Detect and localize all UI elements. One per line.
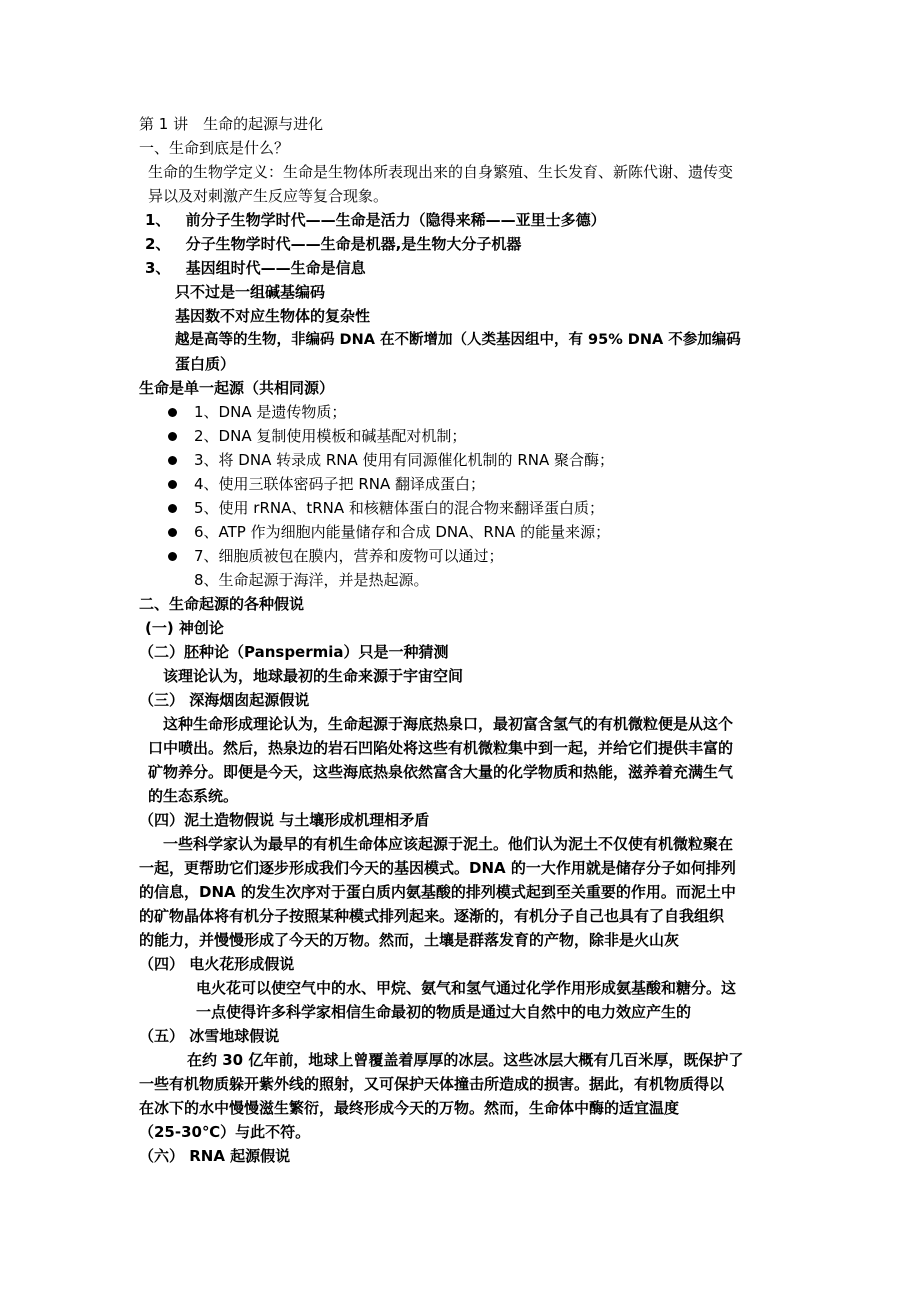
spark-line-1: 电火花可以使空气中的水、甲烷、氨气和氢气通过化学作用形成氨基酸和糖分。这 (196, 979, 737, 997)
vent-line-2: 口中喷出。然后，热泉边的岩石凹陷处将这些有机微粒集中到一起，并给它们提供丰富的 (148, 739, 734, 757)
info-point-3: 越是高等的生物，非编码 DNA 在不断增加（人类基因组中，有 95% DNA 不参加编码 (175, 332, 741, 348)
bullet-icon (168, 480, 177, 489)
list-item: 1、DNA 是遗传物质； (194, 403, 347, 421)
hypothesis-rna-heading: （六） RNA 起源假说 (139, 1147, 291, 1165)
hypothesis-snowball-heading: （五） 冰雪地球假说 (139, 1027, 280, 1045)
era-text: 前分子生物学时代——生命是活力（隐得来稀——亚里士多德） (185, 211, 606, 229)
bullet-icon (168, 408, 177, 417)
era-item-3 (145, 257, 366, 279)
era-number: 3、 (145, 259, 171, 277)
snowball-line-1: 在约 30 亿年前，地球上曾覆盖着厚厚的冰层。这些冰层大概有几百米厚，既保护了 (187, 1051, 744, 1069)
definition-line-1: 生命的生物学定义：生命是生物体所表现出来的自身繁殖、生长发育、新陈代谢、遗传变 (148, 163, 734, 181)
era-item-2 (145, 233, 521, 255)
snowball-line-4: （25-30℃）与此不符。 (139, 1123, 311, 1141)
list-item: 6、ATP 作为细胞内能量储存和合成 DNA、RNA 的能量来源； (194, 523, 611, 541)
snowball-line-3: 在冰下的水中慢慢滋生繁衍，最终形成今天的万物。然而，生命体中酶的适宜温度 (139, 1099, 680, 1117)
list-item: 5、使用 rRNA、tRNA 和核糖体蛋白的混合物来翻译蛋白质； (194, 499, 604, 517)
list-item: 4、使用三联体密码子把 RNA 翻译成蛋白； (194, 475, 485, 493)
list-item: 2、DNA 复制使用模板和碱基配对机制； (194, 427, 467, 445)
hypothesis-creation-heading: (一) 神创论 (145, 619, 224, 637)
section-heading-what-is-life: 一、生命到底是什么？ (139, 139, 290, 157)
info-point-1: 只不过是一组碱基编码 (175, 283, 326, 301)
single-origin-heading: 生命是单一起源（共相同源） (139, 379, 335, 397)
page-title: 第 1 讲 生命的起源与进化 (139, 115, 324, 133)
list-item: 3、将 DNA 转录成 RNA 使用有同源催化机制的 RNA 聚合酶； (194, 451, 614, 469)
snowball-line-2: 一些有机物质躲开紫外线的照射，又可保护天体撞击所造成的损害。据此，有机物质得以 (139, 1075, 725, 1093)
vent-line-3: 矿物养分。即便是今天，这些海底热泉依然富含大量的化学物质和热能，滋养着充满生气 (148, 763, 734, 781)
bullet-icon (168, 528, 177, 537)
bullet-icon (168, 504, 177, 513)
clay-line-2: 一起，更帮助它们逐步形成我们今天的基因模式。DNA 的一大作用就是储存分子如何排列 (139, 859, 736, 877)
section-heading-hypotheses: 二、生命起源的各种假说 (139, 595, 305, 613)
spark-line-2: 一点使得许多科学家相信生命最初的物质是通过大自然中的电力效应产生的 (196, 1003, 692, 1021)
era-text: 基因组时代——生命是信息 (185, 259, 366, 277)
hypothesis-clay-heading: （四）泥土造物假说 与土壤形成机理相矛盾 (139, 811, 430, 829)
era-number: 2、 (145, 235, 171, 253)
list-item: 7、细胞质被包在膜内，营养和废物可以通过； (194, 547, 504, 565)
info-point-2: 基因数不对应生物体的复杂性 (175, 307, 371, 325)
vent-line-1: 这种生命形成理论认为，生命起源于海底热泉口，最初富含氢气的有机微粒便是从这个 (163, 715, 734, 733)
clay-line-1: 一些科学家认为最早的有机生命体应该起源于泥土。他们认为泥土不仅使有机微粒聚在 (163, 835, 734, 853)
info-point-3-cont: 蛋白质） (175, 355, 236, 373)
vent-line-4: 的生态系统。 (148, 787, 239, 805)
clay-line-5: 的能力，并慢慢形成了今天的万物。然而，土壤是群落发育的产物，除非是火山灰 (139, 931, 680, 949)
hypothesis-panspermia-heading: （二）胚种论（Panspermia）只是一种猜测 (139, 643, 449, 661)
era-text: 分子生物学时代——生命是机器,是生物大分子机器 (185, 235, 522, 253)
bullet-icon (168, 456, 177, 465)
definition-line-2: 异以及对刺激产生反应等复合现象。 (148, 187, 389, 205)
hypothesis-vent-heading: （三） 深海烟囱起源假说 (139, 691, 310, 709)
bullet-icon (168, 432, 177, 441)
list-item-8: 8、生命起源于海洋，并是热起源。 (194, 571, 429, 589)
clay-line-4: 的矿物晶体将有机分子按照某种模式排列起来。逐渐的，有机分子自己也具有了自我组织 (139, 907, 725, 925)
era-item-1 (145, 209, 606, 231)
era-number: 1、 (145, 211, 171, 229)
panspermia-text: 该理论认为，地球最初的生命来源于宇宙空间 (163, 667, 464, 685)
bullet-icon (168, 552, 177, 561)
clay-line-3: 的信息，DNA 的发生次序对于蛋白质内氨基酸的排列模式起到至关重要的作用。而泥土中 (139, 883, 736, 901)
hypothesis-spark-heading: （四） 电火花形成假说 (139, 955, 295, 973)
